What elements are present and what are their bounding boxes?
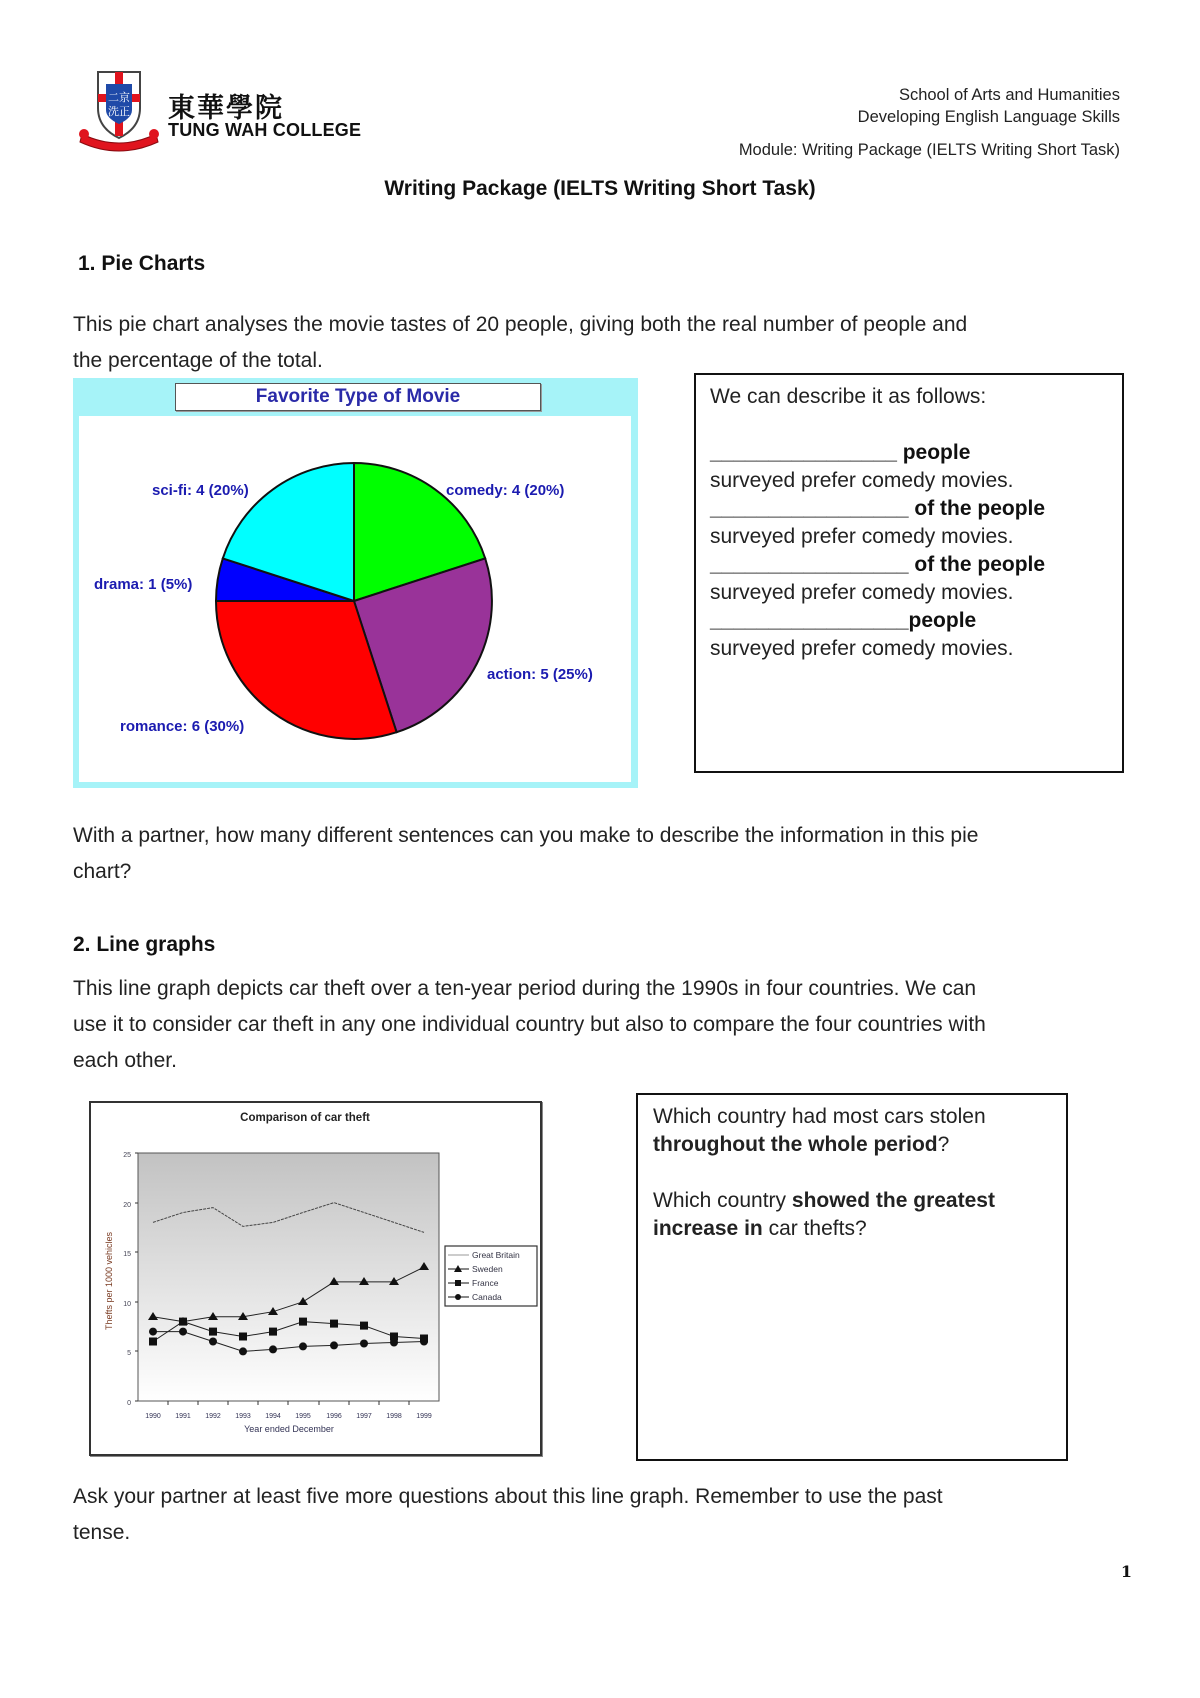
question-1-line2 xyxy=(653,1131,1051,1159)
svg-text:0: 0 xyxy=(127,1400,131,1407)
blank-line[interactable]: _________________ xyxy=(710,553,909,576)
question-2-line2 xyxy=(653,1215,1051,1243)
svg-text:1996: 1996 xyxy=(326,1413,342,1420)
question-2-end: car thefts? xyxy=(762,1217,867,1240)
logo-english-name: TUNG WAH COLLEGE xyxy=(168,120,362,140)
svg-text:Sweden: Sweden xyxy=(472,1264,503,1274)
svg-text:1992: 1992 xyxy=(205,1413,221,1420)
describe-rest: surveyed prefer comedy movies. xyxy=(710,469,1014,492)
crest-icon xyxy=(78,68,168,158)
bold-text: people xyxy=(896,441,971,464)
svg-text:10: 10 xyxy=(123,1301,131,1308)
svg-text:25: 25 xyxy=(123,1152,131,1159)
describe-rest: surveyed prefer comedy movies. xyxy=(710,525,1014,548)
section-2-intro-line3: each other. xyxy=(73,1049,177,1072)
pie-label-comedy: comedy: 4 (20%) xyxy=(446,482,565,499)
header-course: Developing English Language Skills xyxy=(857,108,1120,126)
question-1-line1: Which country had most cars stolen xyxy=(653,1105,986,1128)
svg-text:洗正: 洗正 xyxy=(108,105,130,118)
pie-label-action: action: 5 (25%) xyxy=(487,666,593,683)
question-box xyxy=(636,1093,1068,1461)
svg-text:1999: 1999 xyxy=(416,1413,432,1420)
chart-legend xyxy=(445,1246,537,1306)
header-school: School of Arts and Humanities xyxy=(898,86,1120,104)
question-2-bold-2: increase in xyxy=(653,1217,763,1240)
section-1-heading: 1. Pie Charts xyxy=(78,252,206,275)
pie-chart-title: Favorite Type of Movie xyxy=(175,383,541,411)
pie-chart xyxy=(73,378,638,788)
svg-text:1990: 1990 xyxy=(145,1413,161,1420)
svg-text:1994: 1994 xyxy=(265,1413,281,1420)
section-1-intro-line2: the percentage of the total. xyxy=(73,349,323,372)
blank-line[interactable]: _________________ xyxy=(710,497,909,520)
blank-line[interactable]: ________________ xyxy=(710,441,897,464)
header-module: Module: Writing Package (IELTS Writing Short Task) xyxy=(738,141,1120,159)
svg-text:1993: 1993 xyxy=(235,1413,251,1420)
svg-text:1998: 1998 xyxy=(386,1413,402,1420)
fill-blank-item-2 xyxy=(710,495,1108,523)
svg-text:Great Britain: Great Britain xyxy=(472,1250,520,1260)
svg-text:1995: 1995 xyxy=(295,1413,311,1420)
section-2-task-line1: Ask your partner at least five more questions about this line graph. Remember to use the past xyxy=(73,1485,943,1508)
svg-text:二京: 二京 xyxy=(108,91,130,104)
describe-box xyxy=(694,373,1124,773)
line-chart-graphic xyxy=(91,1103,540,1454)
line-chart xyxy=(89,1101,542,1456)
describe-box-heading: We can describe it as follows: xyxy=(710,385,987,408)
svg-text:1997: 1997 xyxy=(356,1413,372,1420)
bold-text: of the people xyxy=(908,497,1046,520)
bold-text: of the people xyxy=(908,553,1046,576)
page-number: 1 xyxy=(1120,1562,1132,1581)
section-2-intro-line1: This line graph depicts car theft over a ten-year period during the 1990s in four countries. We can xyxy=(73,977,977,1000)
svg-text:Thefts per 1000 vehicles: Thefts per 1000 vehicles xyxy=(104,1231,114,1331)
section-1-question-line1: With a partner, how many different sentences can you make to describe the information in this pie xyxy=(73,824,979,847)
fill-blank-item-1 xyxy=(710,439,1108,467)
svg-text:15: 15 xyxy=(123,1251,131,1258)
document-title: Writing Package (IELTS Writing Short Task) xyxy=(384,177,816,200)
svg-text:Comparison of car theft: Comparison of car theft xyxy=(240,1112,370,1124)
describe-rest: surveyed prefer comedy movies. xyxy=(710,637,1014,660)
section-2-heading: 2. Line graphs xyxy=(73,933,216,956)
blank-line[interactable]: _________________ xyxy=(710,609,909,632)
svg-text:Year ended December: Year ended December xyxy=(244,1424,334,1434)
fill-blank-item-3 xyxy=(710,551,1108,579)
section-2-intro-line2: use it to consider car theft in any one individual country but also to compare the four countries with xyxy=(73,1013,986,1036)
question-2-line1 xyxy=(653,1187,1051,1215)
pie-plot-area xyxy=(79,416,631,782)
pie-label-romance: romance: 6 (30%) xyxy=(120,718,245,735)
svg-text:20: 20 xyxy=(123,1202,131,1209)
svg-text:France: France xyxy=(472,1278,499,1288)
fill-blank-item-4 xyxy=(710,607,1108,635)
logo-chinese-name: 東華學院 xyxy=(168,93,284,124)
svg-text:5: 5 xyxy=(127,1350,131,1357)
question-1-bold: throughout the whole period xyxy=(653,1133,938,1156)
svg-text:1991: 1991 xyxy=(175,1413,191,1420)
question-2-plain: Which country xyxy=(653,1189,792,1212)
svg-text:Canada: Canada xyxy=(472,1292,502,1302)
question-1-end: ? xyxy=(937,1133,950,1156)
question-2-bold: showed the greatest xyxy=(791,1189,995,1212)
describe-rest: surveyed prefer comedy movies. xyxy=(710,581,1014,604)
section-2-task-line2: tense. xyxy=(73,1521,131,1544)
section-1-question-line2: chart? xyxy=(73,860,132,883)
pie-label-drama: drama: 1 (5%) xyxy=(94,576,193,593)
bold-text: people xyxy=(908,609,977,632)
pie-label-scifi: sci-fi: 4 (20%) xyxy=(152,482,249,499)
section-1-intro-line1: This pie chart analyses the movie tastes of 20 people, giving both the real number of people and xyxy=(73,313,968,336)
